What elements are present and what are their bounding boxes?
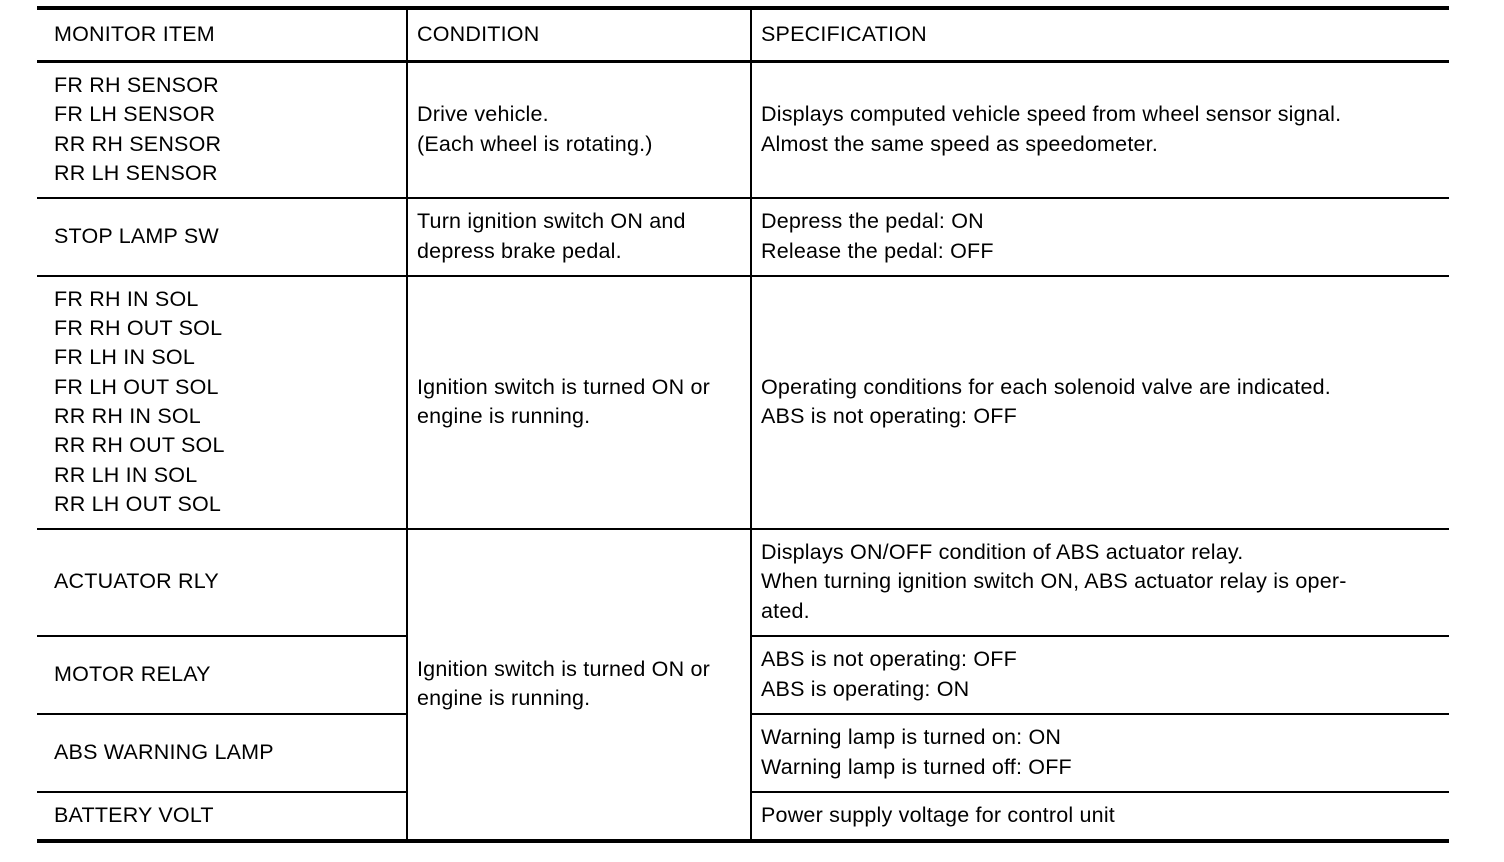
specification-text: ABS is operating: ON <box>761 676 970 701</box>
monitor-item: BATTERY VOLT <box>54 802 214 827</box>
specification-text: When turning ignition switch ON, ABS actuator relay is oper- <box>761 569 1347 594</box>
condition-text: Drive vehicle. <box>417 102 549 127</box>
table-row <box>37 198 1449 276</box>
table-row <box>37 276 1449 529</box>
monitor-item-cell <box>37 529 407 636</box>
specification-text: Warning lamp is turned on: ON <box>761 725 1062 750</box>
monitor-item: FR RH OUT SOL <box>54 316 223 341</box>
monitor-item: MOTOR RELAY <box>54 661 211 686</box>
condition-text: engine is running. <box>417 404 591 428</box>
condition-text: (Each wheel is rotating.) <box>417 131 653 156</box>
specification-text: Displays computed vehicle speed from wheel sensor signal. <box>761 102 1342 127</box>
specification-cell <box>751 198 1449 276</box>
monitor-spec-table-wrapper <box>37 6 1449 843</box>
specification-text: Almost the same speed as speedometer. <box>761 131 1159 156</box>
monitor-item-cell <box>37 198 407 276</box>
monitor-spec-table <box>37 6 1449 843</box>
specification-cell <box>751 792 1449 841</box>
condition-text: Ignition switch is turned ON or <box>417 656 710 681</box>
specification-text: Depress the pedal: ON <box>761 209 984 234</box>
specification-cell <box>751 636 1449 714</box>
condition-cell <box>407 198 751 276</box>
condition-cell <box>407 529 751 841</box>
header-row <box>37 8 1449 62</box>
header-condition: CONDITION <box>407 8 751 62</box>
specification-cell <box>751 62 1449 198</box>
specification-text: Operating conditions for each solenoid valve are indicated. <box>761 374 1331 399</box>
specification-text: ABS is not operating: OFF <box>761 404 1017 428</box>
specification-text: Warning lamp is turned off: OFF <box>761 754 1072 779</box>
monitor-item: RR RH IN SOL <box>54 404 201 428</box>
specification-text: Displays ON/OFF condition of ABS actuator relay. <box>761 540 1244 565</box>
monitor-item: FR LH IN SOL <box>54 345 195 370</box>
monitor-item-cell <box>37 276 407 529</box>
condition-cell <box>407 276 751 529</box>
monitor-item-cell <box>37 62 407 198</box>
condition-text: Turn ignition switch ON and <box>417 209 686 234</box>
specification-text: ABS is not operating: OFF <box>761 647 1017 672</box>
condition-text: Ignition switch is turned ON or <box>417 374 710 399</box>
monitor-item: RR LH IN SOL <box>54 462 198 487</box>
specification-text: ated. <box>761 598 810 623</box>
header-specification: SPECIFICATION <box>761 22 927 47</box>
monitor-item: RR LH OUT SOL <box>54 491 222 516</box>
monitor-item: RR LH SENSOR <box>54 161 218 186</box>
monitor-item: RR RH OUT SOL <box>54 433 225 458</box>
monitor-item: FR RH SENSOR <box>54 73 219 98</box>
monitor-item: ACTUATOR RLY <box>54 569 219 594</box>
monitor-item-cell <box>37 714 407 792</box>
monitor-item-cell <box>37 636 407 714</box>
condition-cell <box>407 62 751 198</box>
specification-cell <box>751 714 1449 792</box>
specification-text: Power supply voltage for control unit <box>761 802 1115 827</box>
monitor-item: RR RH SENSOR <box>54 131 222 156</box>
monitor-item: STOP LAMP SW <box>54 223 219 248</box>
monitor-item: ABS WARNING LAMP <box>54 739 274 764</box>
condition-text: engine is running. <box>417 686 591 710</box>
monitor-item: FR LH SENSOR <box>54 102 216 127</box>
header-monitor-item: MONITOR ITEM <box>37 8 407 62</box>
specification-cell <box>751 529 1449 636</box>
table-row <box>37 529 1449 636</box>
specification-cell <box>751 276 1449 529</box>
monitor-item: FR LH OUT SOL <box>54 374 219 399</box>
monitor-item-cell <box>37 792 407 841</box>
monitor-item: FR RH IN SOL <box>54 286 199 311</box>
table-row <box>37 62 1449 198</box>
condition-text: depress brake pedal. <box>417 238 622 263</box>
specification-text: Release the pedal: OFF <box>761 238 994 263</box>
